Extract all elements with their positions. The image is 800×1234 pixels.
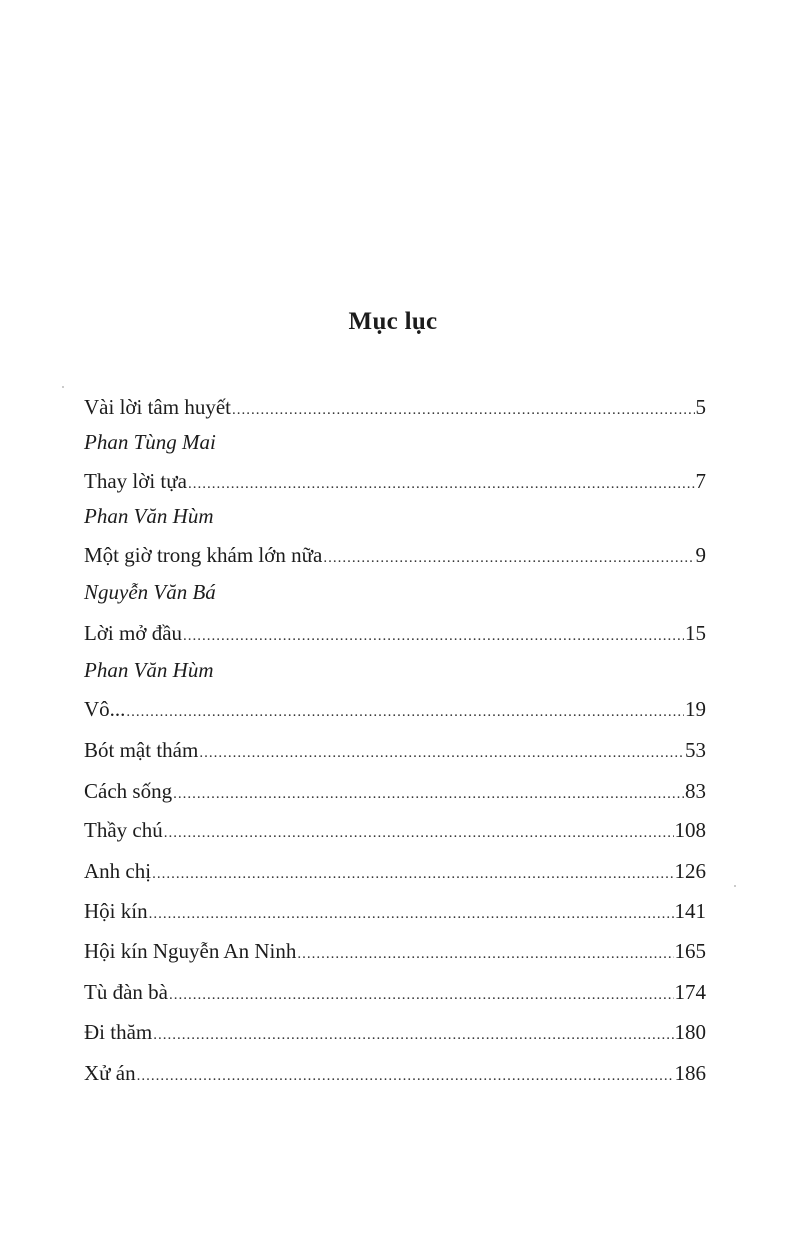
entry-title: Thay lời tựa xyxy=(84,469,187,493)
toc-entry xyxy=(84,466,706,496)
entry-title: Vô... xyxy=(84,697,126,721)
dot-leader xyxy=(199,738,684,768)
toc-entry xyxy=(84,735,706,765)
entry-title: Hội kín Nguyễn An Ninh xyxy=(84,939,297,963)
entry-title: Xử án xyxy=(84,1061,136,1085)
entry-title: Hội kín xyxy=(84,899,148,923)
dot-leader xyxy=(232,395,695,425)
toc-entry xyxy=(84,694,706,724)
entry-title: Tù đàn bà xyxy=(84,980,168,1004)
toc-entry xyxy=(84,540,706,570)
page-number: 9 xyxy=(695,543,706,567)
page-number: 126 xyxy=(674,859,706,883)
page-number: 19 xyxy=(685,697,706,721)
toc-entry xyxy=(84,815,706,845)
dot-leader xyxy=(137,1061,674,1091)
page-number: 83 xyxy=(685,779,706,803)
entry-title: Bót mật thám xyxy=(84,738,199,762)
entry-title: Vài lời tâm huyết xyxy=(84,395,231,419)
dot-leader xyxy=(126,697,684,727)
page-number: 174 xyxy=(674,980,706,1004)
page-number: 7 xyxy=(695,469,706,493)
dot-leader xyxy=(323,543,694,573)
entry-title: Cách sống xyxy=(84,779,173,803)
dot-leader xyxy=(169,980,674,1010)
toc-entry xyxy=(84,1017,706,1047)
page-number: 108 xyxy=(674,818,706,842)
paper-speck xyxy=(62,386,64,388)
page-number: 186 xyxy=(674,1061,706,1085)
dot-leader xyxy=(149,899,674,929)
toc-entry xyxy=(84,776,706,806)
entry-title: Đi thăm xyxy=(84,1020,153,1044)
toc-entry xyxy=(84,896,706,926)
page-number: 165 xyxy=(674,939,706,963)
entry-title: Một giờ trong khám lớn nữa xyxy=(84,543,323,567)
dot-leader xyxy=(297,939,673,969)
dot-leader xyxy=(183,621,684,651)
toc-entry xyxy=(84,936,706,966)
paper-speck xyxy=(734,885,736,887)
entry-title: Anh chị xyxy=(84,859,152,883)
page-number: 15 xyxy=(685,621,706,645)
toc-entry xyxy=(84,977,706,1007)
entry-author: Phan Văn Hùm xyxy=(84,658,214,682)
entry-title: Lời mở đầu xyxy=(84,621,183,645)
toc-entry xyxy=(84,1058,706,1088)
page-number: 5 xyxy=(695,395,706,419)
dot-leader xyxy=(153,1020,673,1050)
entry-author: Phan Tùng Mai xyxy=(84,430,216,454)
page-number: 53 xyxy=(685,738,706,762)
entry-title: Thầy chú xyxy=(84,818,163,842)
entry-author: Phan Văn Hùm xyxy=(84,504,214,528)
page-number: 180 xyxy=(674,1020,706,1044)
toc-entry xyxy=(84,392,706,422)
page-title: Mục lục xyxy=(348,308,438,335)
dot-leader xyxy=(173,779,684,809)
dot-leader xyxy=(164,818,674,848)
entry-author: Nguyễn Văn Bá xyxy=(84,580,216,604)
dot-leader xyxy=(152,859,673,889)
dot-leader xyxy=(188,469,695,499)
page-number: 141 xyxy=(674,899,706,923)
toc-entry xyxy=(84,856,706,886)
toc-entry xyxy=(84,618,706,648)
